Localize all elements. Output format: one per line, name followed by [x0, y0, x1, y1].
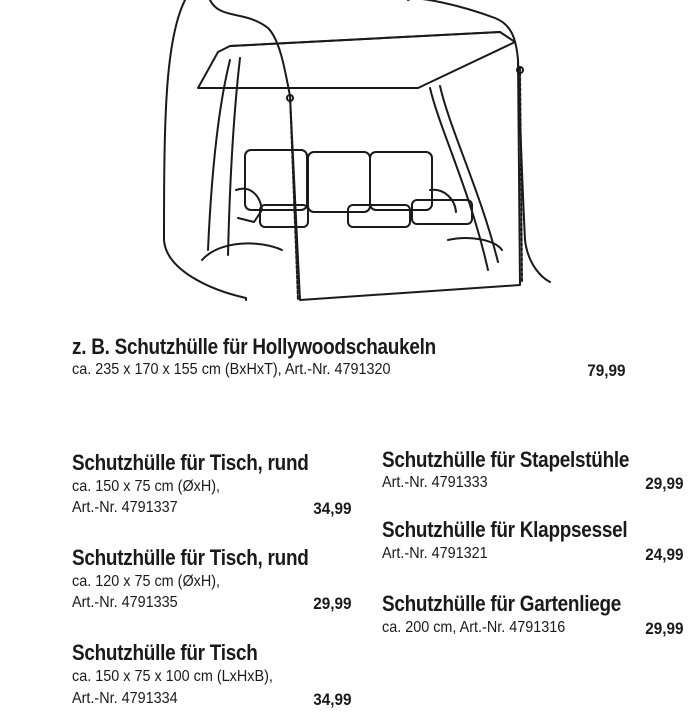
product-desc-table-round-150-line1: ca. 150 x 75 cm (ØxH), [72, 478, 221, 495]
frame-right [430, 86, 498, 270]
back-cushion-1 [245, 150, 307, 210]
product-title-hollywood: z. B. Schutzhülle für Hollywoodschaukeln [72, 334, 436, 359]
product-title-table-round-120: Schutzhülle für Tisch, rund [72, 545, 309, 570]
product-title-folding-chair: Schutzhülle für Klappsessel [382, 517, 628, 542]
product-desc-garden-lounger: ca. 200 cm, Art.-Nr. 4791316 [382, 619, 566, 636]
product-price-table-round-150: 34,99 [313, 499, 352, 518]
back-cushion-3 [370, 152, 432, 210]
product-price-folding-chair: 24,99 [645, 545, 684, 564]
product-price-table: 34,99 [313, 690, 352, 709]
product-title-garden-lounger: Schutzhülle für Gartenliege [382, 591, 622, 616]
product-desc-table-line2: Art.-Nr. 4791334 [72, 690, 178, 707]
product-desc-table-round-120-line1: ca. 120 x 75 cm (ØxH), [72, 573, 221, 590]
product-desc-stacking-chairs: Art.-Nr. 4791333 [382, 474, 488, 491]
armrest-left [236, 189, 262, 222]
product-price-table-round-120: 29,99 [313, 594, 352, 613]
product-price-stacking-chairs: 29,99 [645, 474, 684, 493]
product-desc-table-line1: ca. 150 x 75 x 100 cm (LxHxB), [72, 668, 273, 685]
zipper-left [290, 96, 298, 300]
product-desc-table-round-120-line2: Art.-Nr. 4791335 [72, 594, 178, 611]
product-desc-table-round-150-line2: Art.-Nr. 4791337 [72, 499, 178, 516]
product-desc-folding-chair: Art.-Nr. 4791321 [382, 545, 488, 562]
seat-cushion-3 [412, 200, 472, 224]
frame-base [202, 238, 502, 260]
product-title-stacking-chairs: Schutzhülle für Stapelstühle [382, 447, 630, 472]
product-title-table: Schutzhülle für Tisch [72, 640, 258, 665]
product-price-hollywood: 79,99 [587, 361, 626, 380]
product-price-garden-lounger: 29,99 [645, 619, 684, 638]
seat-cushion-1 [260, 205, 308, 227]
seat-cushion-2 [348, 205, 410, 227]
back-cushion-2 [308, 152, 370, 212]
product-desc-hollywood: ca. 235 x 170 x 155 cm (BxHxT), Art.-Nr. 4791320 [72, 361, 391, 378]
hollywood-swing-cover-drawing [150, 0, 570, 315]
product-title-table-round-150: Schutzhülle für Tisch, rund [72, 450, 309, 475]
